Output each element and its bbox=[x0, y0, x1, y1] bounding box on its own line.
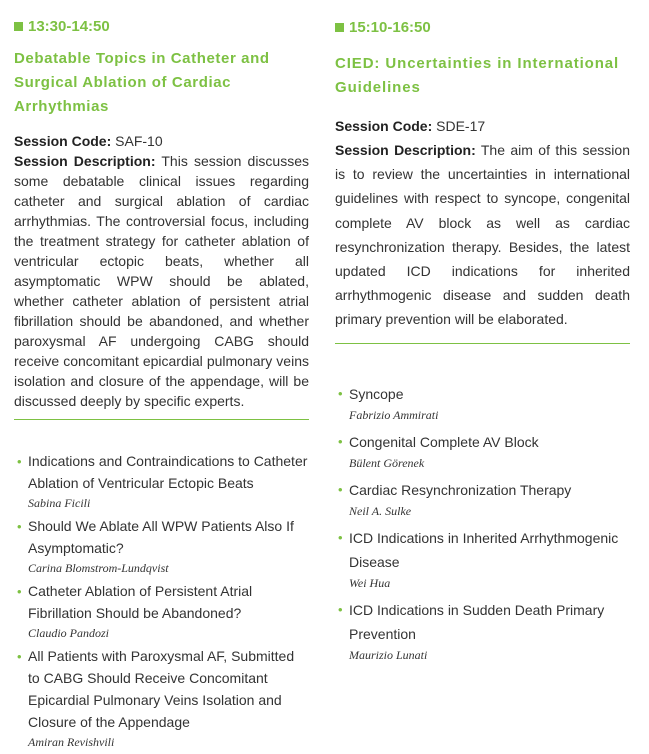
bullet-dot-icon: • bbox=[338, 385, 343, 401]
talk-title: Should We Ablate All WPW Patients Also If Asymptomatic? bbox=[28, 518, 294, 556]
list-item bbox=[335, 478, 630, 520]
list-item bbox=[335, 598, 630, 664]
talk-speaker: Maurizio Lunati bbox=[349, 647, 428, 662]
session-left bbox=[14, 0, 309, 754]
bullet-dot-icon: • bbox=[17, 519, 22, 534]
bullet-dot-icon: • bbox=[338, 433, 343, 449]
session-code bbox=[14, 131, 309, 151]
talk-speaker: Wei Hua bbox=[349, 575, 391, 590]
talk-list bbox=[335, 382, 630, 664]
list-item bbox=[14, 515, 309, 577]
talk-speaker: Claudio Pandozi bbox=[28, 626, 110, 640]
square-bullet-icon bbox=[335, 23, 344, 32]
divider bbox=[335, 343, 630, 344]
talk-title: Congenital Complete AV Block bbox=[349, 433, 539, 450]
talk-speaker: Sabina Ficili bbox=[28, 496, 91, 510]
session-description-label: Session Description: bbox=[14, 153, 156, 169]
talk-title: ICD Indications in Inherited Arrhythmogenic Disease bbox=[349, 529, 619, 570]
list-item bbox=[335, 430, 630, 472]
session-code-label: Session Code: bbox=[335, 118, 433, 134]
bullet-dot-icon: • bbox=[17, 454, 22, 469]
talk-speaker: Fabrizio Ammirati bbox=[349, 407, 439, 422]
list-item bbox=[335, 526, 630, 592]
talk-speaker: Carina Blomstrom-Lundqvist bbox=[28, 561, 169, 575]
list-item bbox=[14, 580, 309, 642]
session-time bbox=[14, 17, 309, 35]
session-description bbox=[14, 151, 309, 411]
session-time-text: 13:30-14:50 bbox=[28, 17, 110, 35]
session-description-text: The aim of this session is to review the uncertainties in international guidelines with respect to syncope, congenital complete AV block as well as cardiac resynchronization therapy. Besides, the latest updated ICD indications for inherited arrhythmogenic disease and sudden death primary prevention will be elaborated. bbox=[335, 142, 630, 328]
talk-title: ICD Indications in Sudden Death Primary Prevention bbox=[349, 601, 605, 642]
session-time-text: 15:10-16:50 bbox=[349, 18, 431, 36]
bullet-dot-icon: • bbox=[338, 529, 343, 545]
talk-title: Catheter Ablation of Persistent Atrial Fibrillation Should be Abandoned? bbox=[28, 583, 253, 621]
list-item bbox=[14, 645, 309, 751]
session-code-label: Session Code: bbox=[14, 133, 112, 149]
talk-speaker: Amiran Revishvili bbox=[28, 735, 115, 749]
session-right bbox=[335, 0, 630, 670]
talk-speaker: Bülent Görenek bbox=[349, 455, 425, 470]
session-description-label: Session Description: bbox=[335, 142, 476, 158]
talk-title: Syncope bbox=[349, 385, 404, 402]
bullet-dot-icon: • bbox=[338, 481, 343, 497]
session-title: Debatable Topics in Catheter and Surgical Ablation of Cardiac Arrhythmias bbox=[14, 50, 270, 115]
list-item bbox=[14, 450, 309, 512]
talk-title: Indications and Contraindications to Catheter Ablation of Ventricular Ectopic Beats bbox=[28, 453, 308, 491]
session-code-value: SDE-17 bbox=[436, 118, 486, 134]
talk-speaker: Neil A. Sulke bbox=[349, 503, 412, 518]
divider bbox=[14, 419, 309, 420]
talk-title: Cardiac Resynchronization Therapy bbox=[349, 481, 572, 498]
square-bullet-icon bbox=[14, 22, 23, 31]
session-time bbox=[335, 18, 630, 36]
bullet-dot-icon: • bbox=[17, 649, 22, 664]
bullet-dot-icon: • bbox=[338, 601, 343, 617]
talk-list bbox=[14, 450, 309, 751]
session-code-value: SAF-10 bbox=[115, 133, 163, 149]
session-description-text: This session discusses some debatable clinical issues regarding catheter and surgical ablation of cardiac arrhythmias. The controversial focus, including the treatment strategy for catheter ablation of ventricular ectopic beats, whether all asymptomatic WPW should be ablated, whether catheter ablation of persistent atrial fibrillation should be abandoned, and whether paroxysmal AF undergoing CABG should receive concomitant epicardial pulmonary veins isolation and closure of the appendage, will be discussed deeply by specific experts. bbox=[14, 153, 310, 409]
list-item bbox=[335, 382, 630, 424]
bullet-dot-icon: • bbox=[17, 584, 22, 599]
talk-title: All Patients with Paroxysmal AF, Submitted to CABG Should Receive Concomitant Epicardial Pulmonary Veins Isolation and Closure of the Appendage bbox=[28, 648, 295, 730]
session-code bbox=[335, 114, 630, 138]
session-title: CIED: Uncertainties in International Guidelines bbox=[335, 55, 620, 96]
session-description bbox=[335, 138, 630, 332]
